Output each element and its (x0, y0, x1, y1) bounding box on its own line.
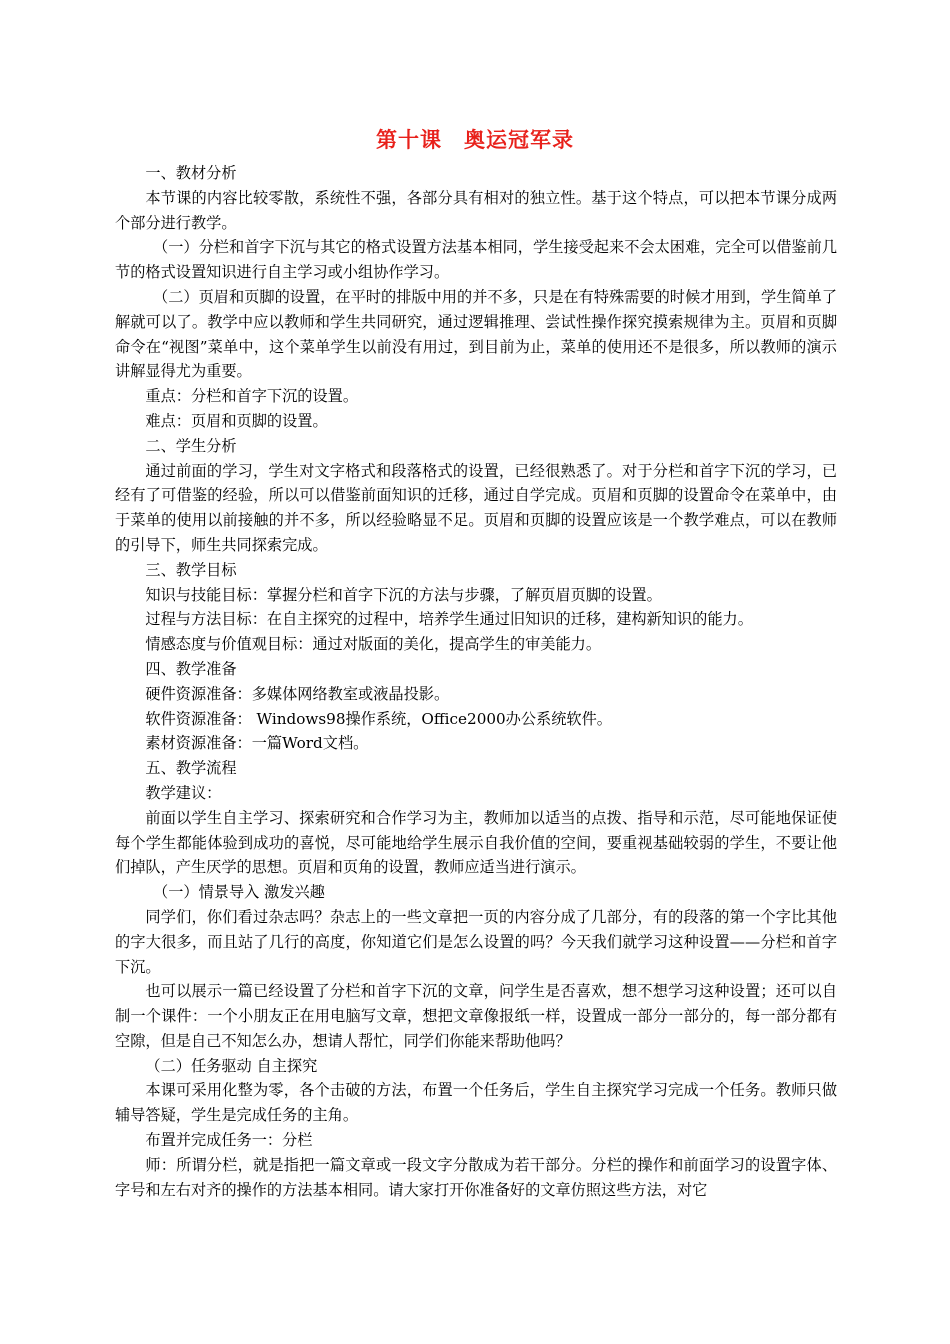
paragraph: 本课可采用化整为零，各个击破的方法，布置一个任务后，学生自主探究学习完成一个任务。教师只做辅导答疑，学生是完成任务的主角。 (115, 1081, 837, 1125)
paragraph: 软件资源准备： Windows98操作系统，Office2000办公系统软件。 (145, 709, 612, 728)
document-body (115, 161, 837, 1202)
paragraph: 师：所谓分栏，就是指把一篇文章或一段文字分散成为若干部分。分栏的操作和前面学习的设置字体、字号和左右对齐的操作的方法基本相同。请大家打开你准备好的文章仿照这些方法，对它 (115, 1155, 837, 1199)
paragraph: （一）分栏和首字下沉与其它的格式设置方法基本相同，学生接受起来不会太困难，完全可以借鉴前几节的格式设置知识进行自主学习或小组协作学习。 (115, 238, 837, 282)
paragraph: 同学们，你们看过杂志吗？杂志上的一些文章把一页的内容分成了几部分，有的段落的第一个字比其他的字大很多，而且站了几行的高度，你知道它们是怎么设置的吗？今天我们就学习这种设置——分栏和首字下沉。 (115, 907, 837, 976)
document-title: 第十课 奥运冠军录 (376, 127, 574, 152)
paragraph: 二、学生分析 (145, 436, 237, 455)
paragraph: 过程与方法目标：在自主探究的过程中，培养学生通过旧知识的迁移，建构新知识的能力。 (145, 610, 753, 629)
paragraph: 通过前面的学习，学生对文字格式和段落格式的设置，已经很熟悉了。对于分栏和首字下沉的学习，已经有了可借鉴的经验，所以可以借鉴前面知识的迁移，通过自学完成。页眉和页脚的设置命令在菜单中，由于菜单的使用以前接触的并不多，所以经验略显不足。页眉和页脚的设置应该是一个教学难点，可以在教师的引导下，师生共同探索完成。 (115, 461, 837, 554)
paragraph: 也可以展示一篇已经设置了分栏和首字下沉的文章，问学生是否喜欢，想不想学习这种设置；还可以自制一个课件：一个小朋友正在用电脑写文章，想把文章像报纸一样，设置成一部分一部分的，每一部分都有空隙，但是自己不知怎么办，想请人帮忙，同学们你能来帮助他吗？ (115, 982, 837, 1050)
paragraph: 硬件资源准备：多媒体网络教室或液晶投影。 (145, 684, 450, 703)
paragraph: 布置并完成任务一：分栏 (145, 1131, 313, 1150)
paragraph: 重点：分栏和首字下沉的设置。 (145, 387, 359, 406)
paragraph: 一、教材分析 (145, 164, 237, 182)
paragraph: 本节课的内容比较零散，系统性不强，各部分具有相对的独立性。基于这个特点，可以把本节课分成两个部分进行教学。 (115, 188, 837, 232)
paragraph: 情感态度与价值观目标：通过对版面的美化，提高学生的审美能力。 (145, 635, 602, 654)
paragraph: 三、教学目标 (145, 560, 237, 579)
paragraph: （二）任务驱动 自主探究 (145, 1056, 318, 1075)
paragraph: 前面以学生自主学习、探索研究和合作学习为主，教师加以适当的点拨、指导和示范，尽可能地保证使每个学生都能体验到成功的喜悦，尽可能地给学生展示自我价值的空间，要重视基础较弱的学生，不要让他们掉队，产生厌学的思想。页眉和页角的设置，教师应适当进行演示。 (115, 808, 837, 877)
paragraph: 素材资源准备：一篇Word文档。 (145, 734, 369, 753)
paragraph: （二）页眉和页脚的设置，在平时的排版中用的并不多，只是在有特殊需要的时候才用到，学生简单了解就可以了。教学中应以教师和学生共同研究，通过逻辑推理、尝试性操作探究摸索规律为主。页眉和页脚命令在“视图”菜单中，这个菜单学生以前没有用过，到目前为止，菜单的使用还不是很多，所以教师的演示讲解显得尤为重要。 (115, 287, 837, 381)
paragraph: 教学建议： (145, 783, 222, 802)
paragraph: 五、教学流程 (145, 759, 237, 778)
paragraph: 四、教学准备 (145, 659, 237, 678)
paragraph: 知识与技能目标：掌握分栏和首字下沉的方法与步骤，了解页眉页脚的设置。 (145, 585, 662, 604)
paragraph: 难点：页眉和页脚的设置。 (145, 411, 328, 430)
paragraph: （一）情景导入 激发兴趣 (153, 883, 325, 902)
